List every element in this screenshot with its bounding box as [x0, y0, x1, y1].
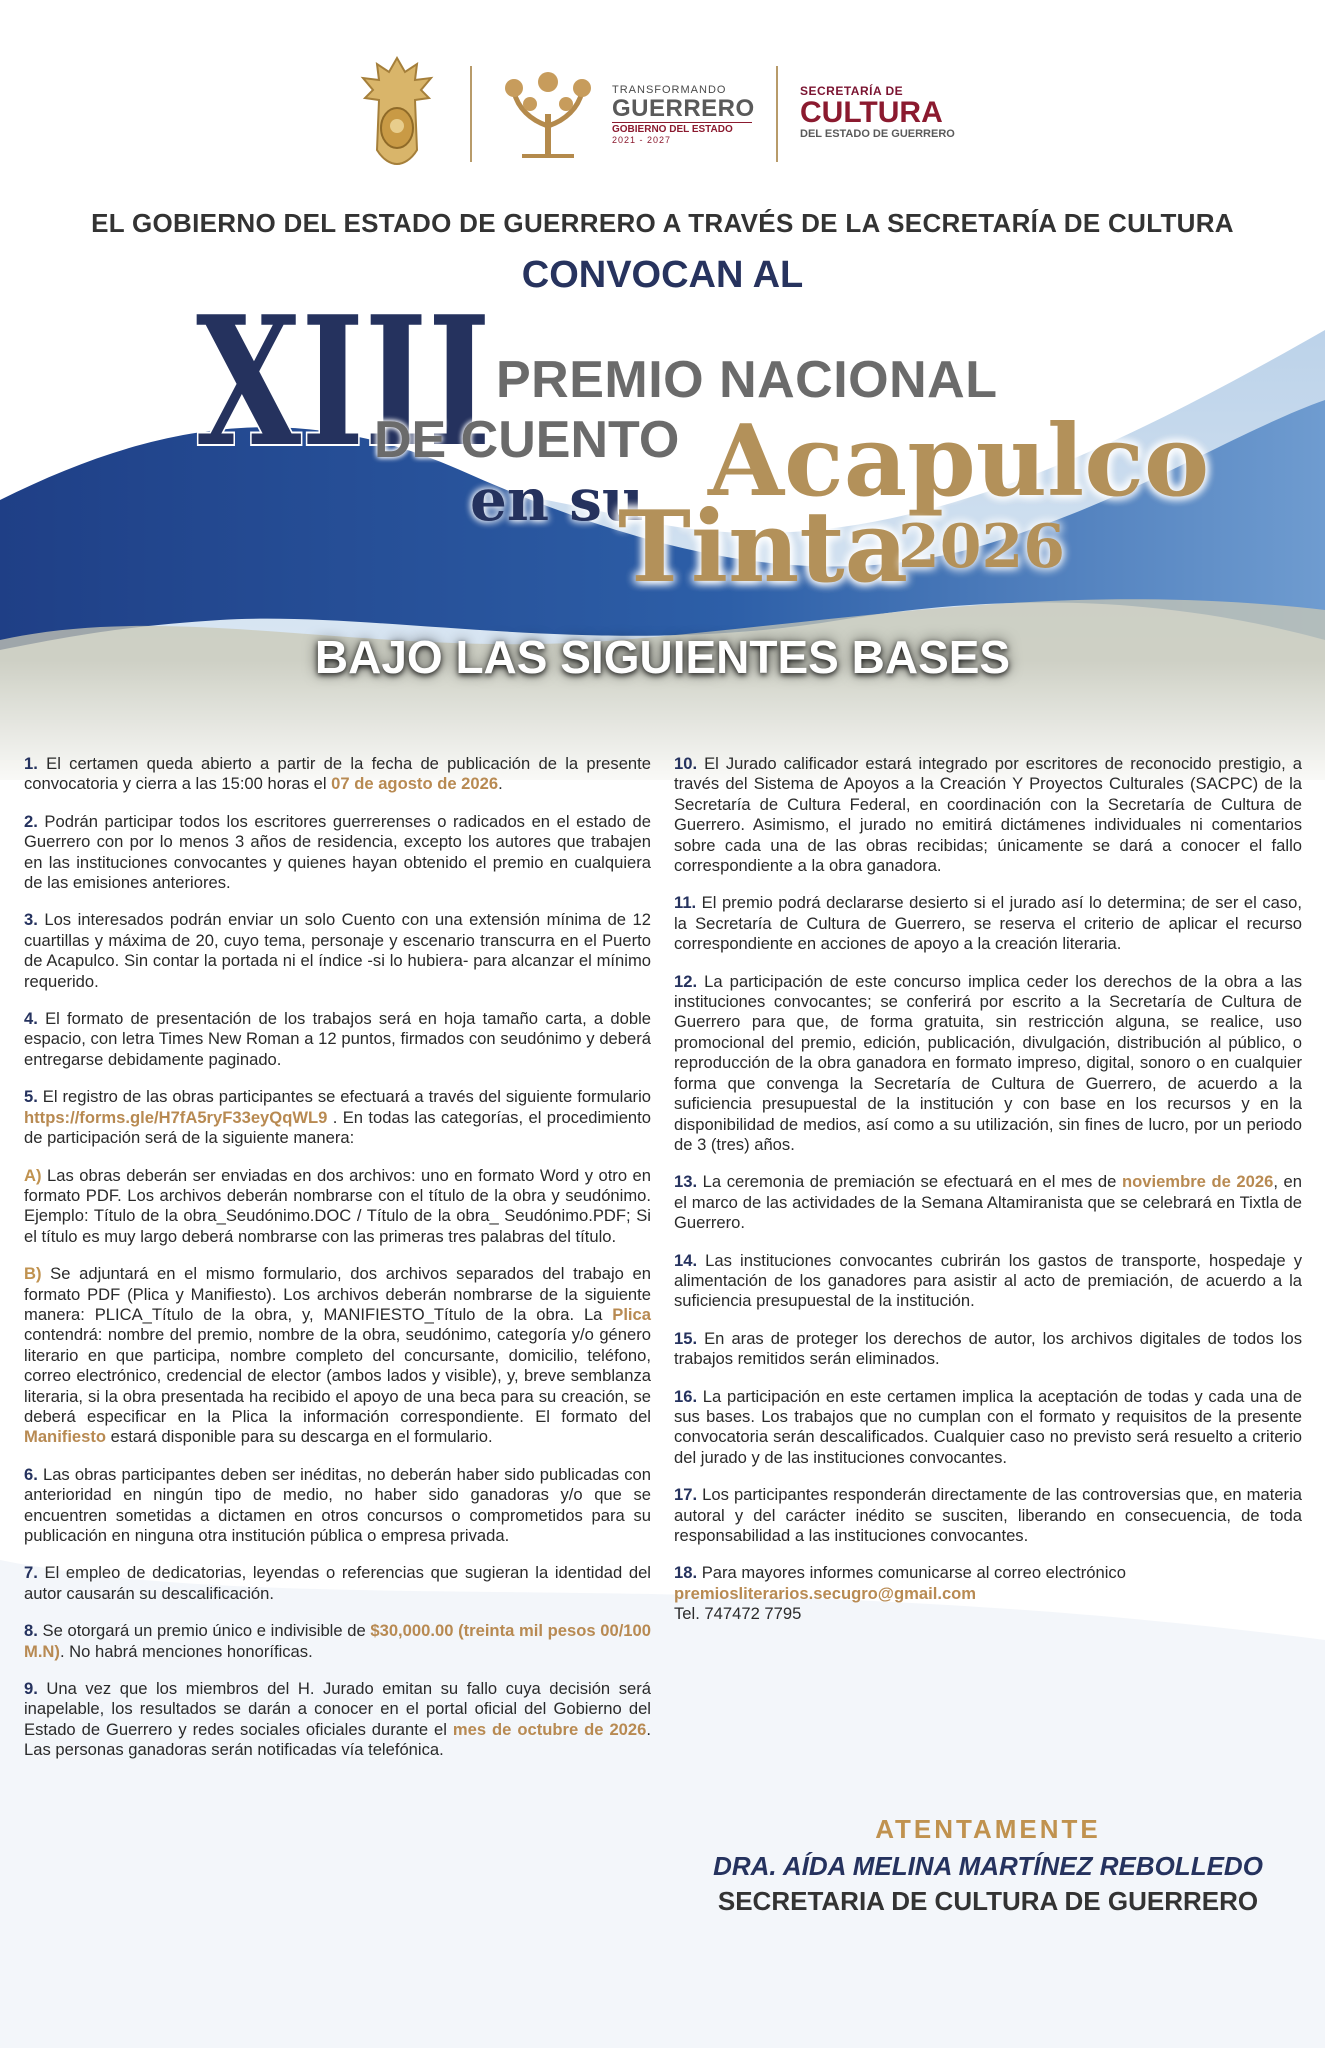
years-text: 2021 - 2027	[612, 135, 672, 145]
signature-block	[674, 1814, 1302, 1917]
base-item-18: 18. Para mayores informes comunicarse al correo electrónico premiosliterarios.secugro@gmail.com Tel. 747472 7795	[674, 1563, 1302, 1624]
base-item-14: 14. Las instituciones convocantes cubrirán los gastos de transporte, hospedaje y alimentación de los ganadores para asistir al acto de premiación, de acuerdo a la suficiencia presupuestal de la institución.	[674, 1250, 1302, 1311]
base-item-a: A) Las obras deberán ser enviadas en dos archivos: uno en formato Word y otro en formato PDF. Los archivos deberán nombrarse con el título de la obra y seudónimo. Ejemplo: Título de la obra_Seudónimo.DOC / Título de la obra_ Seudónimo.PDF; Si el título es muy largo deberá nombrarse con las primeras tres palabras del título.	[24, 1165, 651, 1246]
secretaria-cultura-logo	[800, 84, 1000, 140]
convocan-heading: CONVOCAN AL	[521, 254, 804, 296]
base-item-12: 12. La participación de este concurso implica ceder los derechos de la obra a las instituciones convocantes; se conferirá por escrito a la Secretaría de Cultura de Guerrero para que, de forma gratuita, sin restricción alguna, se realice, uso promocional del premio, edición, publicación, divulgación, distribución al público, o reproducción de la obra ganadora en formato impreso, digital, sonoro o en cualquier forma que convenga la Secretaría de Cultura de Guerrero, de acuerdo a la suficiencia presupuestal de la institución y con base en los recursos y en la disponibilidad de medios, así como a su utilización, sin fines de lucro, por un periodo de 3 (tres) años.	[674, 971, 1302, 1154]
base-item-7: 7. El empleo de dedicatorias, leyendas o referencias que sugieran la identidad del autor causarán su descalificación.	[24, 1563, 651, 1603]
bases-left-column	[24, 754, 651, 1778]
contact-email-link[interactable]: premiosliterarios.secugro@gmail.com	[674, 1583, 977, 1603]
base-item-2: 2. Podrán participar todos los escritores guerrerenses o radicados en el estado de Guerrero con por lo menos 3 años de residencia, excepto los autores que trabajen en las instituciones convocantes y quienes hayan obtenido el premio en cualquiera de las emisiones anteriores.	[24, 811, 651, 893]
title-de-cuento: DE CUENTO	[374, 411, 680, 469]
form-link[interactable]: https://forms.gle/H7fA5ryF33eyQqWL9	[24, 1107, 328, 1127]
base-item-9: 9. Una vez que los miembros del H. Jurado emitan su fallo cuya decisión será inapelable, los resultados se darán a conocer en el portal oficial del Gobierno del Estado de Guerrero y redes sociales oficiales durante el mes de octubre de 2026. Las personas ganadoras serán notificadas vía telefónica.	[24, 1679, 651, 1760]
divider-2	[776, 66, 778, 162]
del-estado-text: DEL ESTADO DE GUERRERO	[800, 128, 955, 140]
base-item-17: 17. Los participantes responderán directamente de las controversias que, en materia autoral y del carácter inédito se susciten, liberando en consecuencia, de toda responsabilidad a las instituciones convocantes.	[674, 1485, 1302, 1545]
base-item-b: B) Se adjuntará en el mismo formulario, dos archivos separados del trabajo en formato PDF (Plica y Manifiesto). Los archivos deberán nombrarse de la siguiente manera: PLICA_Título de la obra, y, MANIFIESTO_Título de la obra. La Plica contendrá: nombre del premio, nombre de la obra, seudónimo, categoría y/o género literario en que participa, nombre completo del concursante, domicilio, teléfono, correo electrónico, credencial de elector (ambos lados y visible), y, breve semblanza literaria, si la obra presentada ha recibido el apoyo de una beca para su creación, se deberá especificar en la Plica la información correspondiente. El formato del Manifiesto estará disponible para su descarga en el formulario.	[24, 1264, 651, 1447]
atentamente-label: ATENTAMENTE	[875, 1814, 1101, 1844]
contact-phone: Tel. 747472 7795	[674, 1604, 802, 1624]
title-en-su: en su	[470, 466, 645, 534]
base-item-3: 3. Los interesados podrán enviar un solo Cuento con una extensión mínima de 12 cuartillas y máxima de 20, cuyo tema, personaje y escenario transcurra en el Puerto de Acapulco. Sin contar la portada ni el índice -si lo hubiera- para alcanzar el mínimo requerido.	[24, 910, 651, 991]
transformando-text: TRANSFORMANDO	[612, 84, 727, 96]
transformando-guerrero-logo	[612, 84, 755, 145]
base-item-8: 8. Se otorgará un premio único e indivisible de $30,000.00 (treinta mil pesos 00/100 M.N). No habrá menciones honoríficas.	[24, 1621, 651, 1661]
base-item-10: 10. El Jurado calificador estará integrado por escritores de reconocido prestigio, a través del Sistema de Apoyos a la Creación Y Proyectos Culturales (SACPC) de la Secretaría de Cultura Federal, en coordinación con la Secretaría de Cultura de Guerrero. Asimismo, el jurado no emitirá dictámenes individuales ni comentarios sobre cada una de las obras recibidas; únicamente se dará a conocer el fallo correspondiente a la obra ganadora.	[674, 754, 1302, 876]
title-acapulco: Acapulco	[708, 404, 1210, 519]
base-item-4: 4. El formato de presentación de los trabajos será en hoja tamaño carta, a doble espacio, con letra Times New Roman a 12 puntos, firmados con seudónimo y deberá entregarse debidamente paginado.	[24, 1009, 651, 1069]
state-coat-of-arms-icon	[355, 54, 439, 166]
roman-numeral-text: XIII	[196, 284, 491, 464]
gobierno-text: GOBIERNO DEL ESTADO	[612, 122, 752, 135]
base-item-13: 13. La ceremonia de premiación se efectuará en el mes de noviembre de 2026, en el marco de las actividades de la Semana Altamiranista que se celebrará en Tixtla de Guerrero.	[674, 1172, 1302, 1233]
base-item-16: 16. La participación en este certamen implica la aceptación de todas y cada una de sus bases. Los trabajos que no cumplan con el formato y requisitos de la presente convocatoria serán descalificados. Cualquier caso no previsto será resuelto a criterio del jurado y de las instituciones convocantes.	[674, 1386, 1302, 1467]
title-premio-nacional: PREMIO NACIONAL	[496, 351, 998, 409]
title-tinta: Tinta	[618, 490, 909, 605]
tree-logo-icon	[500, 68, 596, 160]
signatory-name: DRA. AÍDA MELINA MARTÍNEZ REBOLLEDO	[713, 1851, 1263, 1881]
signatory-role: SECRETARIA DE CULTURA DE GUERRERO	[717, 1886, 1259, 1916]
cultura-text: CULTURA	[800, 96, 943, 129]
bases-heading: BAJO LAS SIGUIENTES BASES	[314, 631, 1011, 683]
logo-header	[0, 48, 1325, 178]
bases-right-column	[674, 754, 1302, 1642]
guerrero-text: GUERRERO	[612, 95, 755, 122]
base-item-1: 1. El certamen queda abierto a partir de la fecha de publicación de la presente convocatoria y cierra a las 15:00 horas el 07 de agosto de 2026.	[24, 754, 651, 794]
title-year: 2026	[898, 512, 1065, 582]
base-item-6: 6. Las obras participantes deben ser inéditas, no deberán haber sido publicadas con anterioridad en ningún tipo de medio, no haber sido ganadoras y/o que se encuentren sometidas a dictamen en otros concursos o comprometidos para su publicación en ninguna otra institución pública o empresa privada.	[24, 1464, 651, 1545]
intro-heading: EL GOBIERNO DEL ESTADO DE GUERRERO A TRAVÉS DE LA SECRETARÍA DE CULTURA	[91, 208, 1234, 238]
secretaria-de-text: SECRETARÍA DE	[800, 84, 904, 98]
base-item-5: 5. El registro de las obras participantes se efectuará a través del siguiente formulario https://forms.gle/H7fA5ryF33eyQqWL9 . En todas las categorías, el procedimiento de participación será de la siguiente manera:	[24, 1087, 651, 1148]
divider-1	[470, 66, 472, 162]
base-item-15: 15. En aras de proteger los derechos de autor, los archivos digitales de todos los trabajos remitidos serán eliminados.	[674, 1328, 1302, 1369]
base-item-11: 11. El premio podrá declararse desierto si el jurado así lo determina; de ser el caso, la Secretaría de Cultura de Guerrero, se reserva el criterio de aplicar el recurso correspondiente en acciones de apoyo a la creación literaria.	[674, 893, 1302, 954]
